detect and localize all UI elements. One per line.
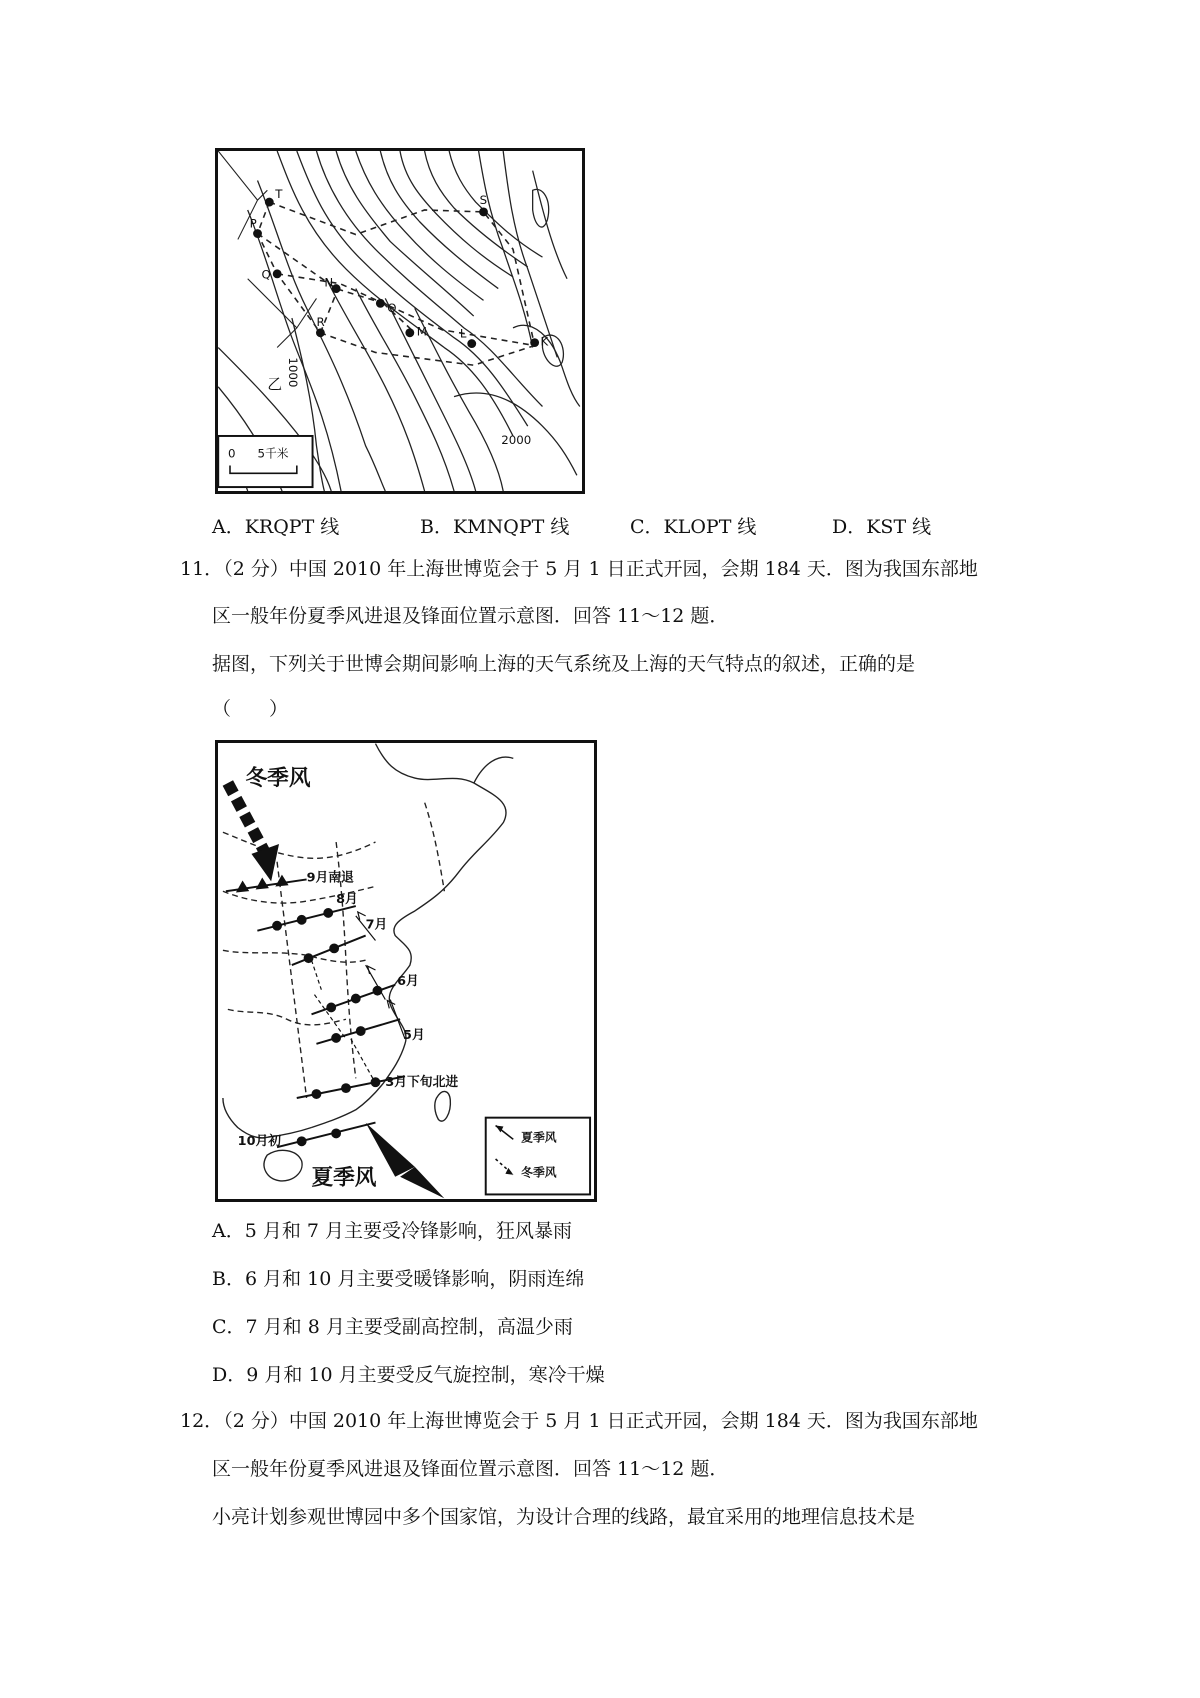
q12-line-1 (180, 1412, 978, 1431)
option-text: KRQPT 线 (244, 516, 340, 538)
label-winter-monsoon: 冬季风 (245, 765, 311, 791)
q12-stem-1: （2 分）中国 2010 年上海世博览会于 5 月 1 日正式开园，会期 184 天．图为我国东部地 (223, 1410, 978, 1432)
scale-zero: 0 (228, 446, 236, 461)
q10-option-a[interactable] (212, 512, 339, 539)
monsoon-map-figure (215, 740, 597, 1202)
label-summer-monsoon: 夏季风 (311, 1165, 377, 1191)
label-m: M (416, 324, 427, 339)
label-l: L (459, 326, 467, 341)
scale-label: 5千米 (257, 446, 289, 461)
point-r (316, 328, 325, 337)
q11-option-b[interactable]: B．6 月和 10 月主要受暖锋影响，阴雨连绵 (212, 1268, 585, 1290)
point-q (273, 269, 282, 278)
winter-monsoon-arrow (228, 783, 279, 881)
label-aug: 8月 (336, 892, 358, 908)
label-s: S (479, 193, 488, 208)
label-r: R (316, 314, 325, 329)
label-o: O (387, 301, 397, 316)
point-m (405, 328, 414, 337)
option-letter: D． (832, 516, 867, 538)
q11-line-2: 区一般年份夏季风进退及锋面位置示意图．回答 11～12 题． (212, 605, 729, 627)
q10-option-b[interactable] (420, 512, 569, 539)
q11-number: 11． (180, 558, 224, 580)
option-text: KST 线 (866, 516, 932, 538)
q12-line-3: 小亮计划参观世博园中多个国家馆，为设计合理的线路，最宜采用的地理信息技术是 (212, 1506, 916, 1528)
label-p: P (249, 216, 257, 231)
label-may: 5月 (403, 1027, 425, 1043)
contour-label-1000: 1000 (285, 357, 300, 388)
q11-line-1 (180, 560, 978, 579)
option-letter: C． (630, 516, 664, 538)
summer-monsoon-arrow (366, 1123, 445, 1199)
scale-bar (218, 436, 312, 487)
point-l (467, 339, 476, 348)
q11-option-d[interactable]: D．9 月和 10 月主要受反气旋控制，寒冷干燥 (212, 1364, 605, 1386)
label-q: Q (261, 267, 271, 282)
q12-number: 12． (180, 1410, 224, 1432)
q10-option-c[interactable] (630, 512, 756, 539)
label-k: K (540, 334, 549, 349)
q10-options (0, 512, 1200, 536)
q11-line-3: 据图，下列关于世博会期间影响上海的天气系统及上海的天气特点的叙述，正确的是 (212, 653, 916, 675)
label-jul: 7月 (365, 917, 388, 933)
topographic-map-svg (218, 151, 582, 491)
option-letter: A． (212, 516, 245, 538)
monsoon-map-svg (218, 743, 594, 1199)
q11-stem-1: （2 分）中国 2010 年上海世博览会于 5 月 1 日正式开园，会期 184 天．图为我国东部地 (223, 558, 978, 580)
point-k (530, 338, 539, 347)
option-letter: B． (420, 516, 453, 538)
label-n: N (324, 275, 334, 290)
q11-answer-bracket: （ ） (212, 698, 289, 720)
q11-option-c[interactable]: C．7 月和 8 月主要受副高控制，高温少雨 (212, 1316, 573, 1338)
label-t: T (275, 187, 283, 202)
point-s (479, 208, 488, 217)
point-t (265, 198, 274, 207)
q10-option-d[interactable] (832, 512, 931, 539)
label-jun: 6月 (397, 973, 419, 989)
option-text: KLOPT 线 (663, 516, 757, 538)
point-o (376, 299, 385, 308)
contour-label-2000: 2000 (501, 432, 532, 447)
label-mar: 3月下旬北进 (385, 1075, 459, 1091)
topographic-map-figure (215, 148, 585, 494)
label-sep: 9月南退 (306, 870, 354, 886)
label-oct: 10月初 (237, 1134, 282, 1150)
legend-summer: 夏季风 (521, 1130, 557, 1145)
q12-line-2: 区一般年份夏季风进退及锋面位置示意图．回答 11～12 题． (212, 1458, 729, 1480)
legend (486, 1118, 590, 1195)
legend-winter: 冬季风 (521, 1165, 557, 1180)
marker-yi: 乙 (267, 375, 283, 393)
option-text: KMNQPT 线 (452, 516, 570, 538)
q11-option-a[interactable]: A．5 月和 7 月主要受冷锋影响，狂风暴雨 (212, 1220, 573, 1242)
